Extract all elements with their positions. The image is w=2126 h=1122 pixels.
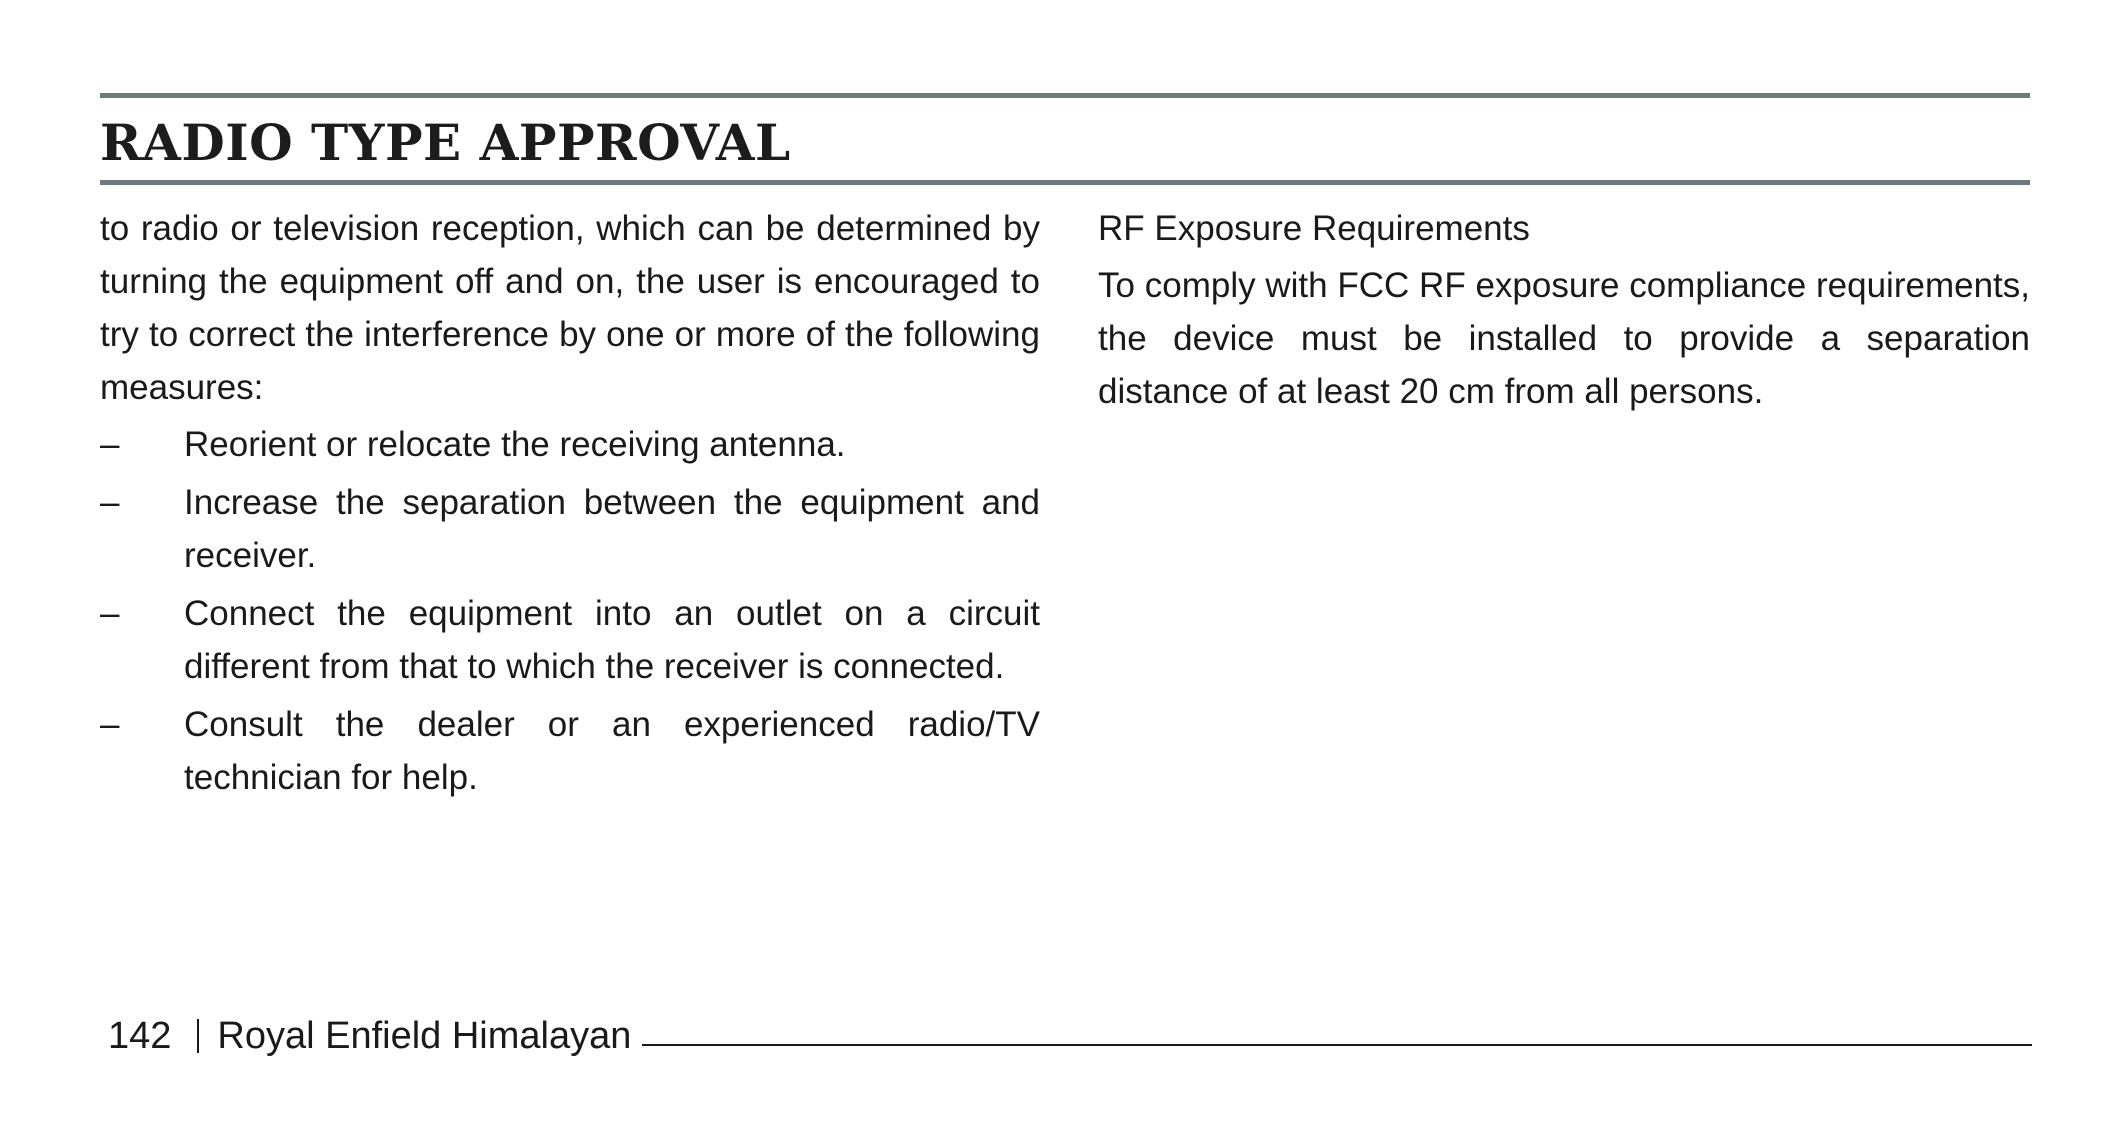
title-bottom-rule [100,180,2030,185]
footer-separator [197,1019,199,1053]
page-title: RADIO TYPE APPROVAL [100,113,791,172]
dash-bullet-icon: – [100,425,120,464]
list-item [100,418,1040,471]
intro-paragraph: to radio or television reception, which can be determined by turning the equipment off and on, the user is encouraged to try to correct the interference by one or more of the following measures: [100,209,1040,407]
list-item-text: Increase the separation between the equipment and receiver. [184,483,1040,575]
list-item [100,698,1040,804]
footer-rule [642,1044,2032,1046]
dash-bullet-icon: – [100,594,120,633]
left-column [100,202,1040,804]
page-footer [108,1008,631,1064]
measures-list [100,418,1040,804]
book-title: Royal Enfield Himalayan [217,1014,632,1057]
rf-exposure-paragraph: To comply with FCC RF exposure compliance requirements, the device must be installed to provide a separation distance of at least 20 cm from all persons. [1098,266,2030,411]
title-top-rule [100,93,2030,98]
list-item [100,476,1040,582]
list-item [100,587,1040,693]
list-item-text: Reorient or relocate the receiving antenna. [184,425,846,464]
dash-bullet-icon: – [100,483,120,522]
rf-exposure-heading: RF Exposure Requirements [1098,209,1530,248]
page-number: 142 [108,1014,172,1057]
list-item-text: Connect the equipment into an outlet on a circuit different from that to which the receiver is connected. [184,594,1040,686]
right-column [1098,202,2030,418]
dash-bullet-icon: – [100,705,120,744]
list-item-text: Consult the dealer or an experienced radio/TV technician for help. [184,705,1040,797]
